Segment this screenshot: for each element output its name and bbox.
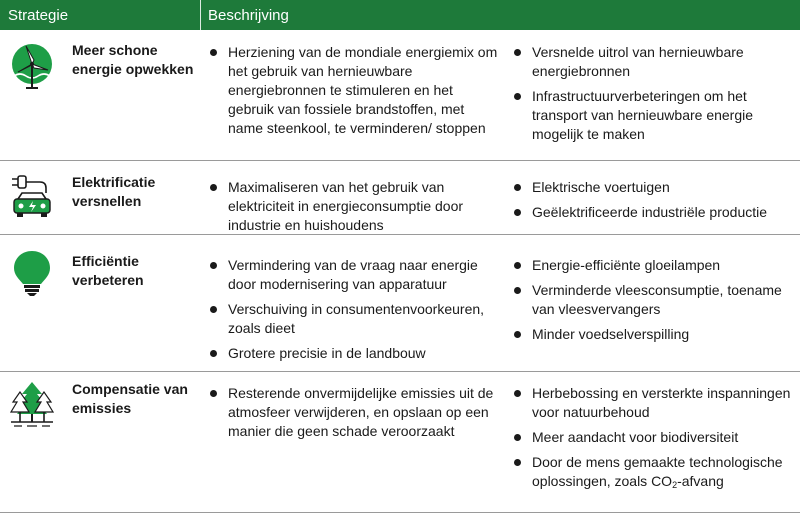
row-title: Compensatie van emissies: [72, 381, 188, 416]
bullet-item: Infrastructuurverbeteringen om het transport van hernieuwbare energie mogelijk te maken: [512, 87, 796, 144]
bullet-item: Meer aandacht voor biodiversiteit: [512, 428, 796, 447]
bullet-item: Maximaliseren van het gebruik van elektriciteit in energieconsumptie door industrie en huishoudens: [208, 178, 500, 235]
wind-turbine-icon: [10, 42, 54, 90]
row-description-right: [512, 43, 796, 150]
header-divider: [200, 0, 201, 30]
row-description-left: [208, 256, 500, 369]
subscript-2: 2: [672, 480, 678, 490]
table-row: [0, 30, 800, 160]
bullet-item: Verschuiving in consumentenvoorkeuren, zoals dieet: [208, 300, 500, 338]
bullet-text: Door de mens gemaakte technologische oplossingen, zoals CO: [532, 454, 783, 489]
bullet-item: Herziening van de mondiale energiemix om het gebruik van hernieuwbare energiebronnen te stimuleren en het gebruik van fossiele brandstoffen, met name steenkool, te verminderen/ stoppen: [208, 43, 500, 138]
table-header: [0, 0, 800, 30]
forest-trees-icon: [10, 380, 54, 428]
table-row: [0, 235, 800, 371]
bullet-item: Herbebossing en versterkte inspanningen voor natuurbehoud: [512, 384, 796, 422]
bullet-text-suffix: -afvang: [677, 473, 724, 489]
header-strategie: Strategie: [8, 7, 69, 24]
bullet-item: [512, 453, 796, 495]
row-title: Elektrificatie versnellen: [72, 174, 156, 209]
header-beschrijving: Beschrijving: [208, 7, 289, 24]
row-description-right: [512, 256, 796, 350]
row-description-right: [512, 178, 796, 228]
bullet-item: Energie-efficiënte gloeilampen: [512, 256, 796, 275]
bullet-item: Versnelde uitrol van hernieuwbare energiebronnen: [512, 43, 796, 81]
row-title: Meer schone energie opwekken: [72, 42, 194, 77]
table-row: [0, 372, 800, 514]
row-divider: [0, 512, 800, 513]
electric-car-plug-icon: [10, 171, 54, 219]
row-description-left: [208, 178, 500, 241]
bullet-item: Vermindering van de vraag naar energie door modernisering van apparatuur: [208, 256, 500, 294]
row-title: Efficiëntie verbeteren: [72, 253, 144, 288]
bullet-item: Resterende onvermijdelijke emissies uit de atmosfeer verwijderen, en opslaan op een manier die geen schade veroorzaakt: [208, 384, 500, 441]
bullet-item: Verminderde vleesconsumptie, toename van vleesvervangers: [512, 281, 796, 319]
bullet-item: Elektrische voertuigen: [512, 178, 796, 197]
row-description-left: [208, 43, 500, 144]
row-description-right: [512, 384, 796, 501]
table-row: [0, 161, 800, 234]
bullet-item: Minder voedselverspilling: [512, 325, 796, 344]
row-description-left: [208, 384, 500, 447]
light-bulb-icon: [10, 249, 54, 297]
bullet-item: Grotere precisie in de landbouw: [208, 344, 500, 363]
bullet-item: Geëlektrificeerde industriële productie: [512, 203, 796, 222]
